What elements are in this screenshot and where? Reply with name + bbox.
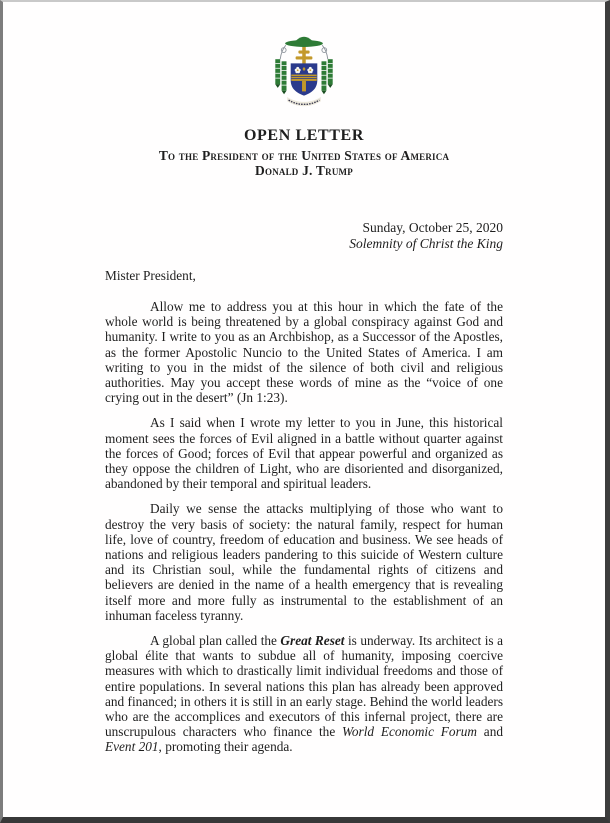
paragraph <box>105 299 503 405</box>
galero-hat-icon <box>285 37 323 47</box>
text-run: As I said when I wrote my letter to you in June, this historical moment sees the forces of Evil aligned in a battle without quarter against the forces of Good; forces of Evil that appear powerful and organized as they oppose the children of Light, who are disoriented and disorganized, abandoned by their temporal and spiritual leaders. <box>105 415 503 492</box>
paragraph <box>105 415 503 491</box>
letter-date: Sunday, October 25, 2020 <box>362 220 503 235</box>
letter-body <box>105 299 503 755</box>
text-run: A global plan called the <box>150 633 281 649</box>
text-run: , promoting their agenda. <box>158 739 293 755</box>
motto-ribbon <box>287 97 321 106</box>
letter-subtitle: To the President of the United States of America <box>158 148 450 163</box>
text-run: is underway. Its architect is a global élite that wants to subdue all of humanity, imposing coercive measures with which to drastically limit individual freedoms and those of entire populations. In several nations this plan has already been approved and financed; in others it is still in an early stage. Behind the world leaders who are the accomplices and executors of this infernal project, there are unscrupulous characters who finance the <box>105 633 503 740</box>
paragraph <box>105 633 503 755</box>
salutation: Mister President, <box>105 268 196 283</box>
letter-feast: Solemnity of Christ the King <box>349 235 503 251</box>
shield <box>291 63 318 95</box>
coat-of-arms-graphic <box>262 28 346 110</box>
text-run: Event 201 <box>105 739 159 755</box>
shield-fess <box>291 75 316 81</box>
letter-addressee: Donald J. Trump <box>255 163 353 178</box>
shield-pale <box>302 81 306 92</box>
date-block <box>105 220 503 251</box>
tassels-left <box>275 59 286 94</box>
galero-brim <box>285 40 323 47</box>
text-run: Great Reset <box>280 633 345 649</box>
text-run: World Economic Forum <box>342 724 477 740</box>
text-run: and <box>477 724 503 740</box>
text-run: Allow me to address you at this hour in which the fate of the whole world is being threatened by a global conspiracy against God and humanity. I write to you as an Archbishop, as a Successor of the Apostles, as the former Apostolic Nuncio to the United States of America. I am writing to you in the midst of the silence of both civil and religious authorities. May you accept these words of mine as the “voice of one crying out in the desert” (Jn 1:23). <box>105 299 503 406</box>
paragraph <box>105 501 503 623</box>
text-run: Daily we sense the attacks multiplying of those who want to destroy the very basis of society: the natural family, respect for human life, love of country, freedom of education and business. We see heads of nations and religious leaders pandering to this suicide of Western culture and its Christian soul, while the fundamental rights of citizens and believers are denied in the name of a health emergency that is revealing itself more and more fully as instrumental to the establishment of an inhuman faceless tyranny. <box>105 501 503 623</box>
tassels-right <box>322 59 333 94</box>
coat-of-arms <box>105 28 503 110</box>
letter-title: OPEN LETTER <box>244 127 364 144</box>
